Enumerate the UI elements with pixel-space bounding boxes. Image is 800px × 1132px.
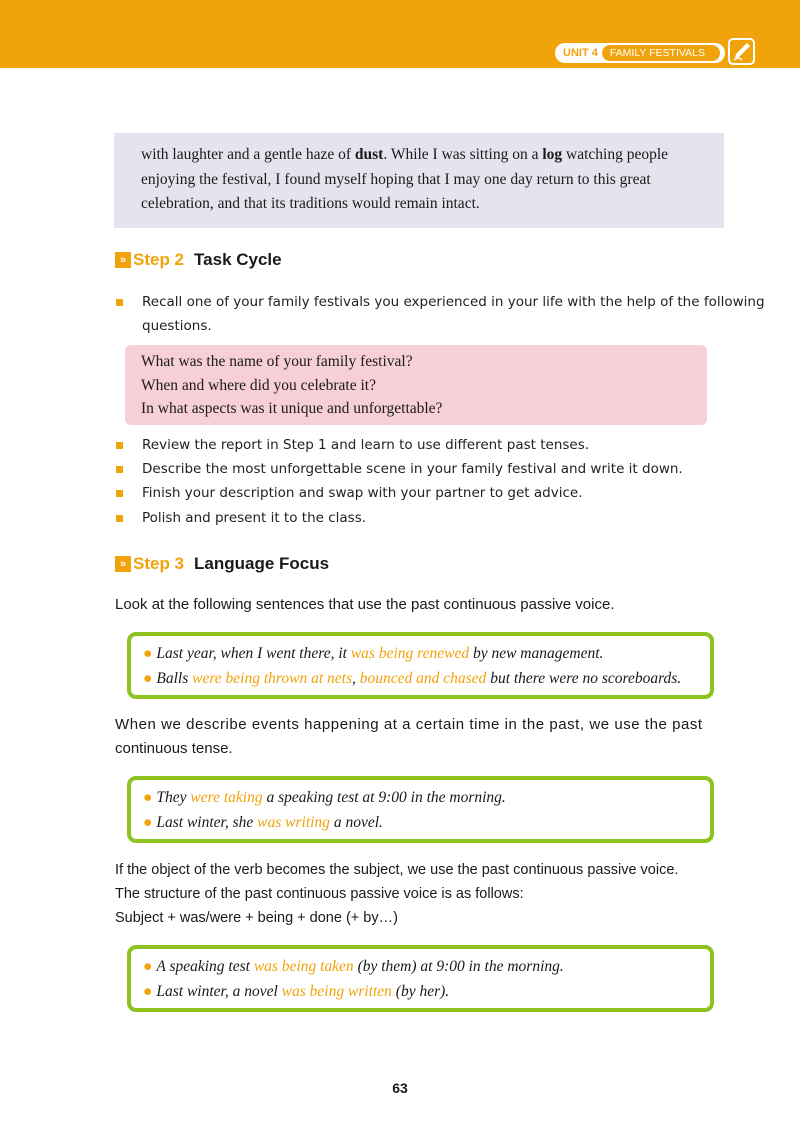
step-number: Step 2 [133, 250, 185, 269]
square-bullet-icon [116, 490, 123, 497]
example-sentence: ● Last winter, she was writing a novel. [143, 813, 383, 831]
bullet-dot-icon: ● [143, 669, 153, 687]
bullet-dot-icon: ● [143, 789, 153, 806]
unit-title: FAMILY FESTIVALS [602, 45, 720, 61]
reading-line: celebration, and that its traditions would remain intact. [141, 195, 480, 212]
step3-intro: Look at the following sentences that use the past continuous passive voice. [115, 596, 615, 613]
list-item: Review the report in Step 1 and learn to use different past tenses. [115, 433, 589, 457]
example-sentence: ● They were taking a speaking test at 9:00 in the morning. [143, 789, 506, 806]
square-bullet-icon [116, 442, 123, 449]
questions-box [125, 345, 707, 425]
example-sentence: ● Balls were being thrown at nets, bounced and chased but there were no scoreboards. [143, 669, 682, 687]
example-sentence: ● Last winter, a novel was being written (by her). [143, 982, 450, 1000]
reading-line: enjoying the festival, I found myself hoping that I may one day return to this great [141, 170, 651, 188]
explanation-line: When we describe events happening at a certain time in the past, we use the past [115, 716, 703, 733]
example-box [127, 632, 714, 699]
vocab-log: log [542, 146, 563, 163]
bullet-dot-icon: ● [143, 645, 153, 662]
step-number: Step 3 [133, 554, 185, 573]
step-title: Language Focus [194, 554, 330, 573]
list-item: Polish and present it to the class. [115, 506, 366, 530]
pen-icon [728, 38, 755, 65]
reading-excerpt [114, 133, 724, 228]
bullet-dot-icon: ● [143, 813, 153, 831]
square-bullet-icon [116, 466, 123, 473]
example-sentence: ● Last year, when I went there, it was being renewed by new management. [143, 645, 604, 662]
square-bullet-icon [116, 515, 123, 522]
list-item: Describe the most unforgettable scene in your family festival and write it down. [115, 457, 683, 481]
question: What was the name of your family festival? [141, 353, 413, 370]
step2-heading [115, 250, 282, 270]
bullet-dot-icon: ● [143, 958, 153, 975]
vocab-dust: dust [354, 146, 384, 163]
double-chevron-icon: » [115, 252, 131, 268]
rule-line: The structure of the past continuous passive voice is as follows: [115, 886, 524, 902]
question: When and where did you celebrate it? [141, 376, 376, 394]
double-chevron-icon: » [115, 556, 131, 572]
unit-badge [555, 43, 725, 63]
square-bullet-icon [116, 299, 123, 306]
page-number: 63 [392, 1080, 408, 1096]
reading-line: with laughter and a gentle haze of dust. While I was sitting on a log watching people [141, 146, 669, 163]
example-box [127, 945, 714, 1012]
unit-label: UNIT 4 [563, 47, 598, 59]
question: In what aspects was it unique and unforgettable? [141, 400, 443, 417]
explanation-line: continuous tense. [115, 740, 233, 757]
step-title: Task Cycle [194, 250, 282, 269]
bullet-dot-icon: ● [143, 982, 153, 1000]
example-sentence: ● A speaking test was being taken (by them) at 9:00 in the morning. [143, 958, 564, 975]
example-box [127, 776, 714, 843]
list-item: Recall one of your family festivals you experienced in your life with the help of the following questions. [115, 290, 765, 338]
rule-line: If the object of the verb becomes the subject, we use the past continuous passive voice. [115, 862, 679, 878]
structure-formula: Subject + was/were + being + done (+ by…) [115, 910, 398, 926]
step3-heading [115, 554, 329, 574]
list-item: Finish your description and swap with your partner to get advice. [115, 481, 583, 505]
